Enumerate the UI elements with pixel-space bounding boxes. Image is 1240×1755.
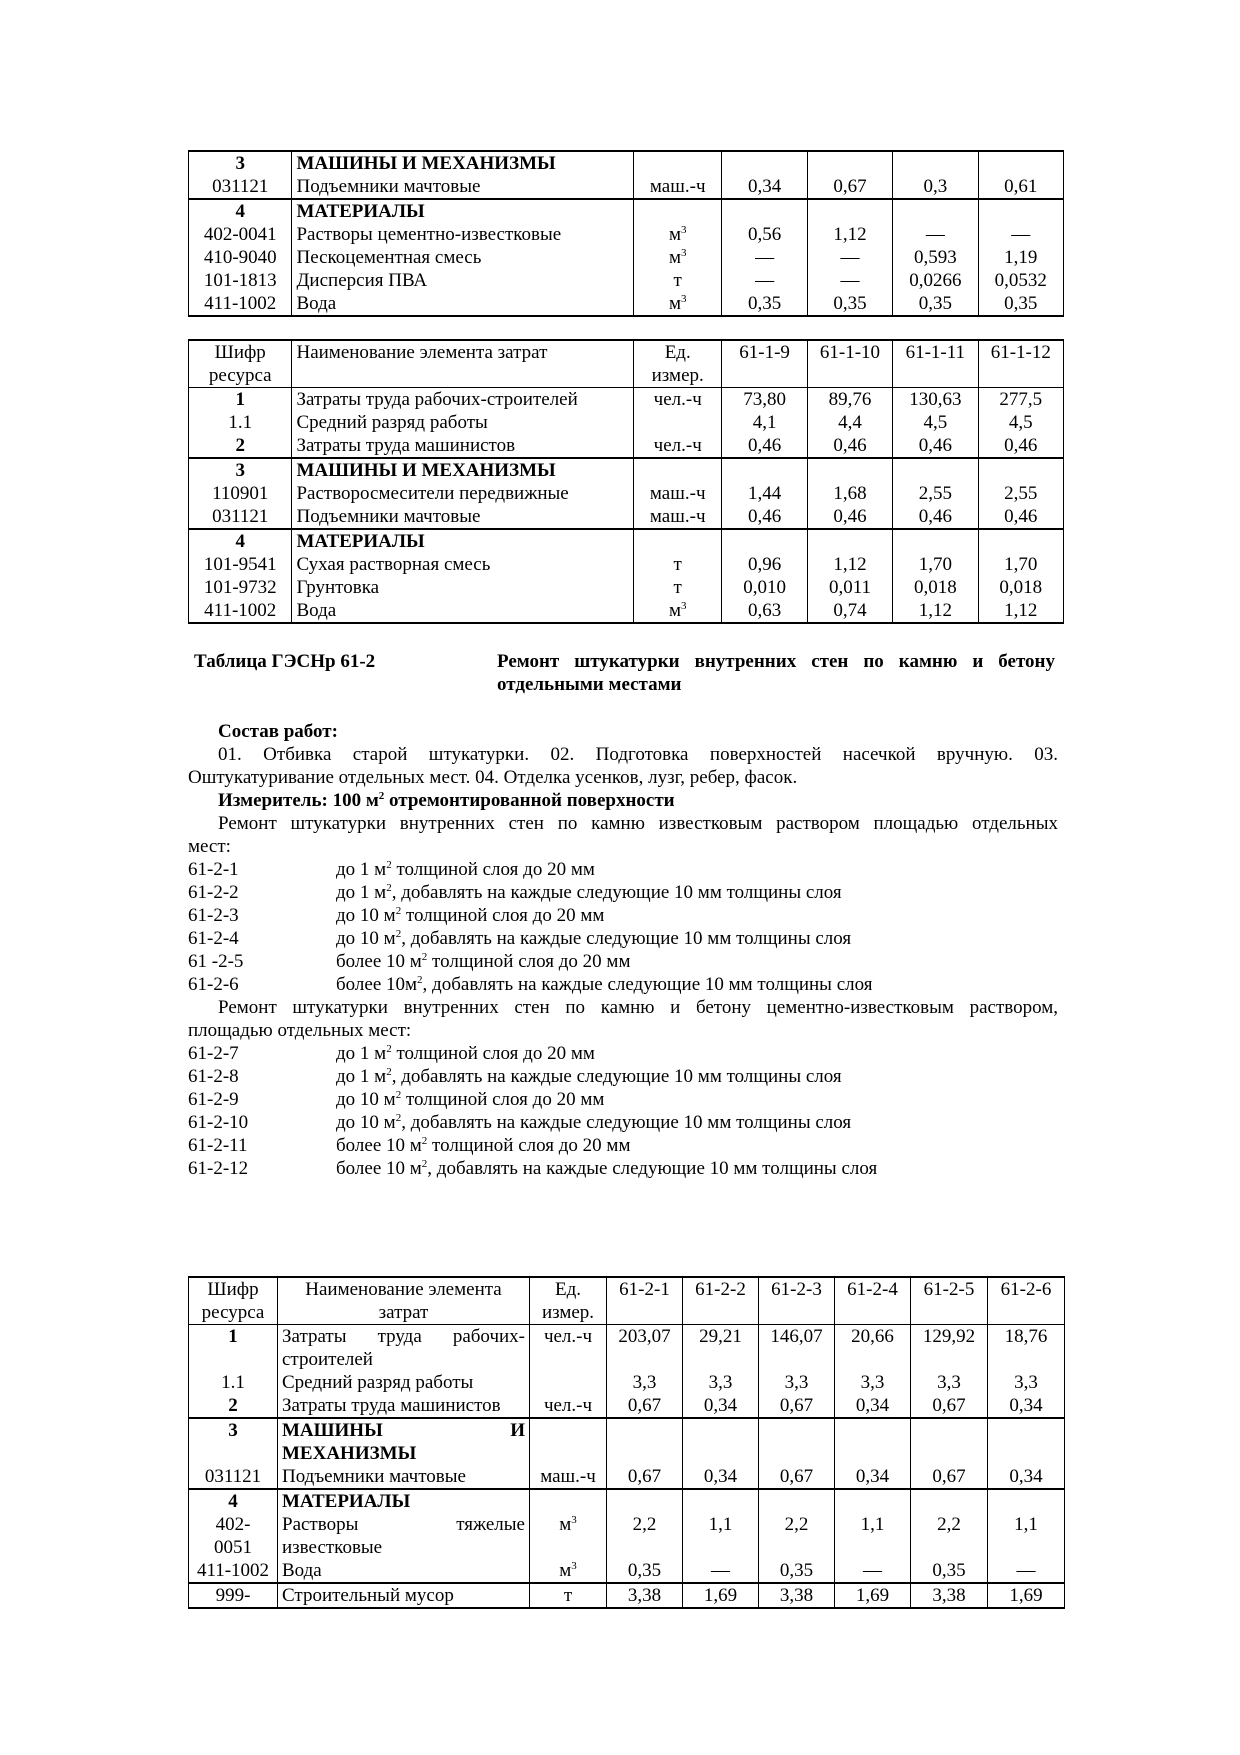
table-row: 3 МАШИНЫ И МЕХАНИЗМЫ xyxy=(189,151,1064,175)
table-row: 101-9732 Грунтовка т 0,010 0,011 0,018 0,018 xyxy=(189,576,1064,599)
table-row: 2 Затраты труда машинистов чел.-ч 0,67 0,34 0,67 0,34 0,67 0,34 xyxy=(189,1394,1065,1418)
table-row: 031121 Подъемники мачтовые маш.-ч 0,67 0,34 0,67 0,34 0,67 0,34 xyxy=(189,1465,1065,1489)
table-row: 411-1002 Вода $м^3$ 0,63 0,74 1,12 1,12 xyxy=(189,599,1064,623)
table-row: 402-0041 Растворы цементно-известковые $м^3$ 0,56 1,12 — — xyxy=(189,223,1064,246)
table-row: 411-1002 Вода $м^3$ 0,35 0,35 0,35 0,35 xyxy=(189,292,1064,316)
table-61-1 xyxy=(188,339,1064,624)
table-row: 031121 Подъемники мачтовые маш.-ч 0,46 0,46 0,46 0,46 xyxy=(189,505,1064,529)
table-row: 1 Затраты труда рабочих- чел.-ч 203,07 29,21 146,07 20,66 129,92 18,76 xyxy=(189,1325,1065,1349)
table-row: 1 Затраты труда рабочих-строителей чел.-ч 73,80 89,76 130,63 277,5 xyxy=(189,388,1064,412)
list-item: 61-2-6 более $10м^2$, добавлять на каждые следующие 10 мм толщины слоя xyxy=(188,974,873,995)
table-row: 999- Строительный мусор т 3,38 1,69 3,38 1,69 3,38 1,69 xyxy=(189,1583,1065,1608)
intro-text: Ремонт штукатурки внутренних стен по камню известковым раствором площадью отдельных xyxy=(218,813,1058,834)
table-row: 4 МАТЕРИАЛЫ xyxy=(189,199,1064,223)
table-row-cont: строителей xyxy=(189,1348,1065,1371)
list-item: 61-2-9 до 10 $м^2$ толщиной слоя до 20 мм xyxy=(188,1089,605,1110)
table-title-line2: отдельными местами xyxy=(497,674,682,695)
table-row: 3 МАШИНЫ И xyxy=(189,1418,1065,1442)
table-row: 2 Затраты труда машинистов чел.-ч 0,46 0,46 0,46 0,46 xyxy=(189,434,1064,458)
table-header: Шифр Наименование элемента Ед. 61-2-1 61-2-2 61-2-3 61-2-4 61-2-5 61-2-6 xyxy=(189,1277,1065,1301)
table-row: 3 МАШИНЫ И МЕХАНИЗМЫ xyxy=(189,458,1064,482)
list-item: 61-2-12 более 10 $м^2$, добавлять на каждые следующие 10 мм толщины слоя xyxy=(188,1158,878,1179)
table-row: 101-9541 Сухая растворная смесь т 0,96 1,12 1,70 1,70 xyxy=(189,553,1064,576)
table-header: Шифр Наименование элемента затрат Ед. 61-1-9 61-1-10 61-1-11 61-1-12 xyxy=(189,340,1064,364)
table-row: 402- Растворы тяжелые $м^3$ 2,2 1,1 2,2 1,1 2,2 1,1 xyxy=(189,1513,1065,1536)
work-title: Состав работ: xyxy=(218,721,338,742)
intro-text: площадью отдельных мест: xyxy=(188,1020,412,1041)
table-row: 110901 Растворосмесители передвижные маш.-ч 1,44 1,68 2,55 2,55 xyxy=(189,482,1064,505)
table-61-2 xyxy=(188,1276,1065,1609)
intro-text: Ремонт штукатурки внутренних стен по камню и бетону цементно-известковым раствором, xyxy=(218,997,1058,1018)
table-row: 4 МАТЕРИАЛЫ xyxy=(189,1489,1065,1513)
measure-unit: Измеритель: 100 $м^2$ отремонтированной поверхности xyxy=(218,790,675,811)
table-row: 4 МАТЕРИАЛЫ xyxy=(189,529,1064,553)
table-row: 1.1 Средний разряд работы 3,3 3,3 3,3 3,3 3,3 3,3 xyxy=(189,1371,1065,1394)
list-item: 61-2-1 до 1 $м^2$ толщиной слоя до 20 мм xyxy=(188,859,595,880)
table-continuation xyxy=(188,150,1064,317)
table-row: 1.1 Средний разряд работы 4,1 4,4 4,5 4,5 xyxy=(189,411,1064,434)
intro-text: мест: xyxy=(188,836,231,857)
list-item: 61-2-7 до 1 $м^2$ толщиной слоя до 20 мм xyxy=(188,1043,595,1064)
list-item: 61-2-10 до 10 $м^2$, добавлять на каждые следующие 10 мм толщины слоя xyxy=(188,1112,852,1133)
list-item: 61 -2-5 более 10 $м^2$ толщиной слоя до 20 мм xyxy=(188,951,631,972)
list-item: 61-2-8 до 1 $м^2$, добавлять на каждые следующие 10 мм толщины слоя xyxy=(188,1066,842,1087)
table-row: 410-9040 Пескоцементная смесь $м^3$ — — 0,593 1,19 xyxy=(189,246,1064,269)
table-title-line1: Ремонт штукатурки внутренних стен по камню и бетону xyxy=(497,651,1055,672)
table-row-cont: 0051 известковые xyxy=(189,1536,1065,1559)
list-item: 61-2-11 более 10 $м^2$ толщиной слоя до 20 мм xyxy=(188,1135,631,1156)
table-row: 101-1813 Дисперсия ПВА т — — 0,0266 0,0532 xyxy=(189,269,1064,292)
table-header: ресурса затрат измер. xyxy=(189,1301,1065,1325)
work-line: Оштукатуривание отдельных мест. 04. Отделка усенков, лузг, ребер, фасок. xyxy=(188,767,798,788)
table-row-cont: МЕХАНИЗМЫ xyxy=(189,1442,1065,1465)
table-label: Таблица ГЭСНр 61-2 xyxy=(194,651,376,672)
table-row: 411-1002 Вода $м^3$ 0,35 — 0,35 — 0,35 — xyxy=(189,1559,1065,1583)
work-line: 01. Отбивка старой штукатурки. 02. Подготовка поверхностей насечкой вручную. 03. xyxy=(218,744,1058,765)
table-header: ресурса измер. xyxy=(189,364,1064,388)
list-item: 61-2-3 до 10 $м^2$ толщиной слоя до 20 мм xyxy=(188,905,605,926)
list-item: 61-2-2 до 1 $м^2$, добавлять на каждые следующие 10 мм толщины слоя xyxy=(188,882,842,903)
work-composition xyxy=(188,720,1058,1180)
list-item: 61-2-4 до 10 $м^2$, добавлять на каждые следующие 10 мм толщины слоя xyxy=(188,928,852,949)
table-row: 031121 Подъемники мачтовые маш.-ч 0,34 0,67 0,3 0,61 xyxy=(189,175,1064,199)
